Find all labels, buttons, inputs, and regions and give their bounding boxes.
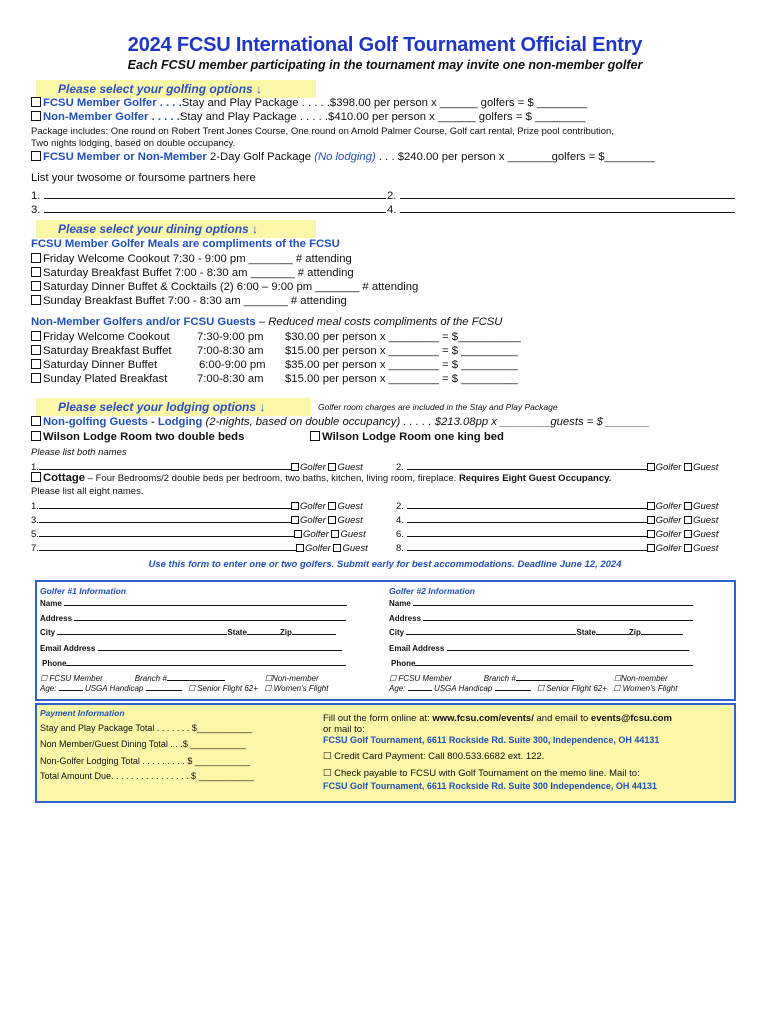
golfer-info-box bbox=[35, 580, 736, 701]
lodging-name-field[interactable]: 5. Golfer Guest bbox=[31, 529, 366, 540]
nonmember-golfer-price: Stay and Play Package . . . . .$410.00 per person x ______ golfers = $ ________ bbox=[179, 111, 586, 123]
lodging-banner-note: Golfer room charges are included in the Stay and Play Package bbox=[318, 402, 558, 412]
meal-checkbox bbox=[31, 281, 41, 291]
meal-time: 7:00-8:30 am bbox=[197, 373, 264, 385]
stay-play-total[interactable]: Stay and Play Package Total . . . . . . . $___________ bbox=[40, 723, 252, 733]
partners-label: List your twosome or foursome partners here bbox=[31, 172, 256, 184]
golfer2-email-field[interactable]: Email Address bbox=[389, 643, 689, 653]
golfer1-flight-row[interactable]: Age: USGA Handicap ☐ Senior Flight 62+ ☐ Women's Flight bbox=[40, 684, 329, 693]
nonmember-meal-item[interactable]: Sunday Plated Breakfast bbox=[31, 373, 167, 385]
golfer2-address-field[interactable]: Address bbox=[389, 613, 693, 623]
two-day-text: 2-Day Golf Package bbox=[206, 151, 315, 163]
payment-box bbox=[35, 703, 736, 803]
package-note-1: Package includes: One round on Robert Trent Jones Course, One round on Arnold Palmer Course, Golf cart rental, Prize pool contribution, bbox=[31, 126, 614, 137]
mail-address-1: FCSU Golf Tournament, 6611 Rockside Rd. Suite 300, Independence, OH 44131 bbox=[323, 735, 660, 745]
meal-checkbox bbox=[31, 345, 41, 355]
golf-option-2day[interactable] bbox=[31, 151, 655, 163]
golfer2-heading: Golfer #2 Information bbox=[389, 586, 475, 596]
golfer1-address-field[interactable]: Address bbox=[40, 613, 346, 623]
room-checkbox bbox=[31, 431, 41, 441]
credit-card-option[interactable]: ☐ Credit Card Payment: Call 800.533.6682 ext. 122. bbox=[323, 751, 545, 762]
cottage-checkbox bbox=[31, 472, 41, 482]
partner-field-1[interactable]: 1. bbox=[31, 189, 386, 202]
golf-option-member[interactable] bbox=[31, 97, 587, 109]
meal-cost: $15.00 per person x ________ = $ _________ bbox=[285, 373, 518, 385]
nonmember-meal-item[interactable]: Friday Welcome Cookout bbox=[31, 331, 170, 343]
nonmember-meal-item[interactable]: Saturday Breakfast Buffet bbox=[31, 345, 172, 357]
meal-checkbox bbox=[31, 373, 41, 383]
nonmember-meal-item[interactable]: Saturday Dinner Buffet bbox=[31, 359, 157, 371]
member-golfer-label: FCSU Member Golfer . . . . bbox=[43, 97, 182, 109]
check-option[interactable]: ☐ Check payable to FCSU with Golf Tournament on the memo line. Mail to: bbox=[323, 768, 640, 779]
list-both-names: Please list both names bbox=[31, 447, 127, 458]
lodging-name-field[interactable]: 3. Golfer Guest bbox=[31, 515, 363, 526]
meal-checkbox bbox=[31, 331, 41, 341]
golf-option-nonmember[interactable] bbox=[31, 111, 585, 123]
partner-field-2[interactable]: 2. bbox=[387, 189, 735, 202]
partner-field-4[interactable]: 4. bbox=[387, 203, 735, 216]
two-day-label: FCSU Member or Non-Member bbox=[43, 151, 207, 163]
partner-field-3[interactable]: 3. bbox=[31, 203, 386, 216]
page-title: 2024 FCSU International Golf Tournament Official Entry bbox=[127, 34, 643, 56]
lodging-name-field[interactable]: 7. Golfer Guest bbox=[31, 543, 368, 554]
golfer1-membership-row[interactable]: ☐ FCSU Member Branch # ☐Non-member bbox=[40, 674, 319, 683]
golfer1-phone-field[interactable]: Phone bbox=[42, 658, 346, 668]
no-lodging-note: (No lodging) bbox=[314, 151, 376, 163]
meal-checkbox bbox=[31, 359, 41, 369]
lodging-name-field[interactable]: 1. Golfer Guest bbox=[31, 501, 363, 512]
golfer2-phone-field[interactable]: Phone bbox=[391, 658, 693, 668]
package-note-2: Two nights lodging, based on double occupancy. bbox=[31, 138, 236, 149]
dining-total[interactable]: Non Member/Guest Dining Total . . .$ ___________ bbox=[40, 739, 246, 749]
golfing-banner: Please select your golfing options ↓ bbox=[36, 80, 316, 98]
mail-to-label: or mail to: bbox=[323, 724, 365, 735]
events-email[interactable]: events@fcsu.com bbox=[590, 713, 672, 724]
dining-banner: Please select your dining options ↓ bbox=[36, 220, 316, 238]
member-meal-item[interactable]: Friday Welcome Cookout 7:30 - 9:00 pm _______ # attending bbox=[31, 253, 352, 265]
member-meal-item[interactable]: Saturday Dinner Buffet & Cocktails (2) 6:00 – 9:00 pm _______ # attending bbox=[31, 281, 418, 293]
member-meals-heading: FCSU Member Golfer Meals are compliments of the FCSU bbox=[31, 238, 340, 250]
mail-address-2: FCSU Golf Tournament, 6611 Rockside Rd. Suite 300 Independence, OH 44131 bbox=[323, 781, 657, 791]
golfer2-flight-row[interactable]: Age: USGA Handicap ☐ Senior Flight 62+ ☐ Women's Flight bbox=[389, 684, 678, 693]
meal-cost: $30.00 per person x ________ = $__________ bbox=[285, 331, 521, 343]
golfer2-city-field[interactable]: City State Zip bbox=[389, 627, 683, 637]
list-eight-names: Please list all eight names. bbox=[31, 486, 144, 497]
golfer1-email-field[interactable]: Email Address bbox=[40, 643, 342, 653]
meal-checkbox bbox=[31, 267, 41, 277]
room-checkbox bbox=[310, 431, 320, 441]
lodging-name-field[interactable]: 2. Golfer Guest bbox=[396, 462, 719, 473]
page-subtitle: Each FCSU member participating in the tournament may invite one non-member golfer bbox=[127, 58, 643, 72]
meal-checkbox bbox=[31, 253, 41, 263]
nongolf-checkbox bbox=[31, 416, 41, 426]
golfer1-name-field[interactable]: Name bbox=[40, 598, 347, 608]
golfer1-city-field[interactable]: City State Zip bbox=[40, 627, 336, 637]
amount-due[interactable]: Total Amount Due. . . . . . . . . . . . . . . . $ ___________ bbox=[40, 771, 254, 781]
meal-cost: $35.00 per person x ________ = $ _________ bbox=[285, 359, 518, 371]
golfer2-membership-row[interactable]: ☐ FCSU Member Branch # ☐Non-member bbox=[389, 674, 668, 683]
meal-cost: $15.00 per person x ________ = $ _________ bbox=[285, 345, 518, 357]
golfer1-heading: Golfer #1 Information bbox=[40, 586, 126, 596]
meal-time: 7:00-8:30 am bbox=[197, 345, 264, 357]
lodging-name-field[interactable]: 6. Golfer Guest bbox=[396, 529, 719, 540]
meal-checkbox bbox=[31, 295, 41, 305]
golfer2-name-field[interactable]: Name bbox=[389, 598, 693, 608]
nonmember-golfer-label: Non-Member Golfer . . . . . bbox=[43, 111, 180, 123]
member-meal-item[interactable]: Saturday Breakfast Buffet 7:00 - 8:30 am _______ # attending bbox=[31, 267, 354, 279]
two-day-price: . . . $240.00 per person x _______golfers = $________ bbox=[375, 151, 655, 163]
lodging-name-field[interactable]: 4. Golfer Guest bbox=[396, 515, 719, 526]
events-url[interactable]: www.fcsu.com/events/ bbox=[432, 713, 534, 724]
meal-time: 6:00-9:00 pm bbox=[199, 359, 266, 371]
lodging-name-field[interactable]: 2. Golfer Guest bbox=[396, 501, 719, 512]
member-golfer-price: Stay and Play Package . . . . .$398.00 per person x ______ golfers = $ ________ bbox=[181, 97, 588, 109]
payment-heading: Payment Information bbox=[40, 708, 125, 718]
lodging-banner: Please select your lodging options ↓ bbox=[36, 398, 311, 416]
meal-time: 7:30-9:00 pm bbox=[197, 331, 264, 343]
nongolf-lodging-option[interactable]: Non-golfing Guests - Lodging (2-nights, based on double occupancy) . . . . . $213.08pp x ________guests = $ _______ bbox=[31, 416, 650, 428]
online-instructions: Fill out the form online at: www.fcsu.com/events/ and email to events@fcsu.com bbox=[323, 713, 672, 724]
cottage-option[interactable]: Cottage – Four Bedrooms/2 double beds per bedroom, two baths, kitchen, living room, fireplace. Requires Eight Guest Occupancy. bbox=[31, 472, 611, 484]
two-day-checkbox[interactable] bbox=[31, 151, 41, 161]
room-two-double-option[interactable]: Wilson Lodge Room two double beds bbox=[31, 431, 244, 443]
member-meal-item[interactable]: Sunday Breakfast Buffet 7:00 - 8:30 am _______ # attending bbox=[31, 295, 347, 307]
lodging-name-field[interactable]: 8. Golfer Guest bbox=[396, 543, 719, 554]
lodging-name-field[interactable]: 1. Golfer Guest bbox=[31, 462, 363, 473]
nonmember-golfer-checkbox[interactable] bbox=[31, 111, 41, 121]
lodging-total[interactable]: Non-Golfer Lodging Total . . . . . . . . . $ ___________ bbox=[40, 756, 250, 766]
member-golfer-checkbox[interactable] bbox=[31, 97, 41, 107]
room-king-option[interactable]: Wilson Lodge Room one king bed bbox=[310, 431, 504, 443]
nonmember-meals-heading: Non-Member Golfers and/or FCSU Guests – Reduced meal costs compliments of the FCSU bbox=[31, 316, 503, 328]
deadline-notice: Use this form to enter one or two golfers. Submit early for best accommodations. Deadline June 12, 2024 bbox=[148, 559, 622, 570]
